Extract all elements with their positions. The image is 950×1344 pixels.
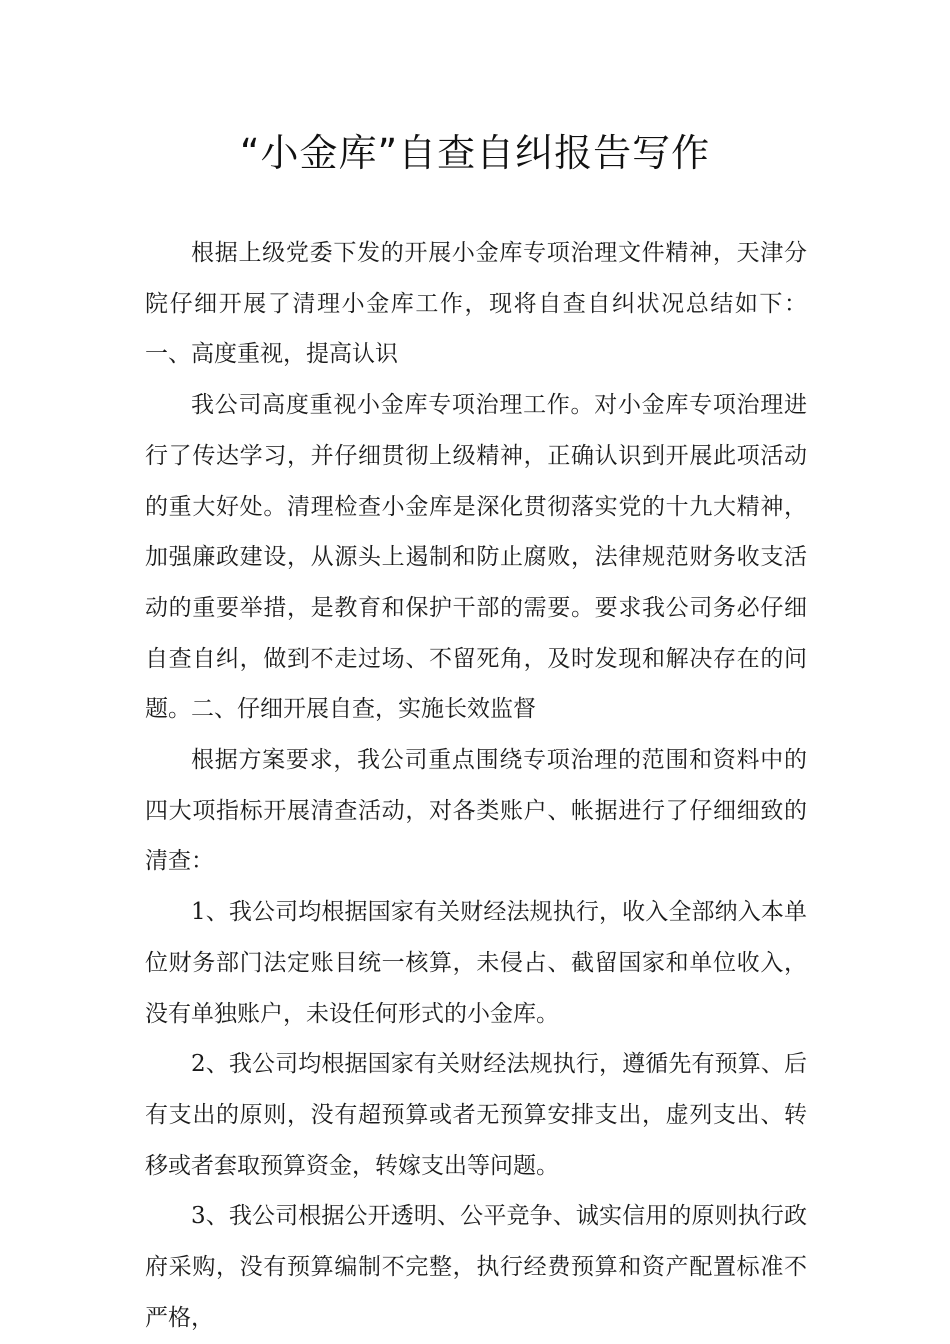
paragraph: 我公司高度重视小金库专项治理工作。对小金库专项治理进行了传达学习，并仔细贯彻上级精神，正确认识到开展此项活动的重大好处。清理检查小金库是深化贯彻落实党的十九大精神，加强廉政建设，从源头上遏制和防止腐败，法律规范财务收支活动的重要举措，是教育和保护干部的需要。要求我公司务必仔细自查自纠，做到不走过场、不留死角，及时发现和解决存在的问题。二、仔细开展自查，实施长效监督: [145, 392, 807, 723]
paragraph: 根据方案要求，我公司重点围绕专项治理的范围和资料中的四大项指标开展清查活动，对各类账户、帐据进行了仔细细致的清查：: [145, 747, 807, 875]
paragraph: 3、我公司根据公开透明、公平竞争、诚实信用的原则执行政府采购，没有预算编制不完整，执行经费预算和资产配置标准不严格，: [145, 1203, 807, 1331]
paragraph: 1、我公司均根据国家有关财经法规执行，收入全部纳入本单位财务部门法定账目统一核算，未侵占、截留国家和单位收入，没有单独账户，未设任何形式的小金库。: [145, 899, 807, 1027]
document-title: “小金库”自查自纠报告写作: [239, 131, 711, 175]
document-body: [145, 228, 807, 1343]
paragraph: 2、我公司均根据国家有关财经法规执行，遵循先有预算、后有支出的原则，没有超预算或者无预算安排支出，虚列支出、转移或者套取预算资金，转嫁支出等问题。: [145, 1051, 807, 1179]
paragraph: 根据上级党委下发的开展小金库专项治理文件精神，天津分院仔细开展了清理小金库工作，现将自查自纠状况总结如下：一、高度重视，提高认识: [145, 240, 807, 368]
